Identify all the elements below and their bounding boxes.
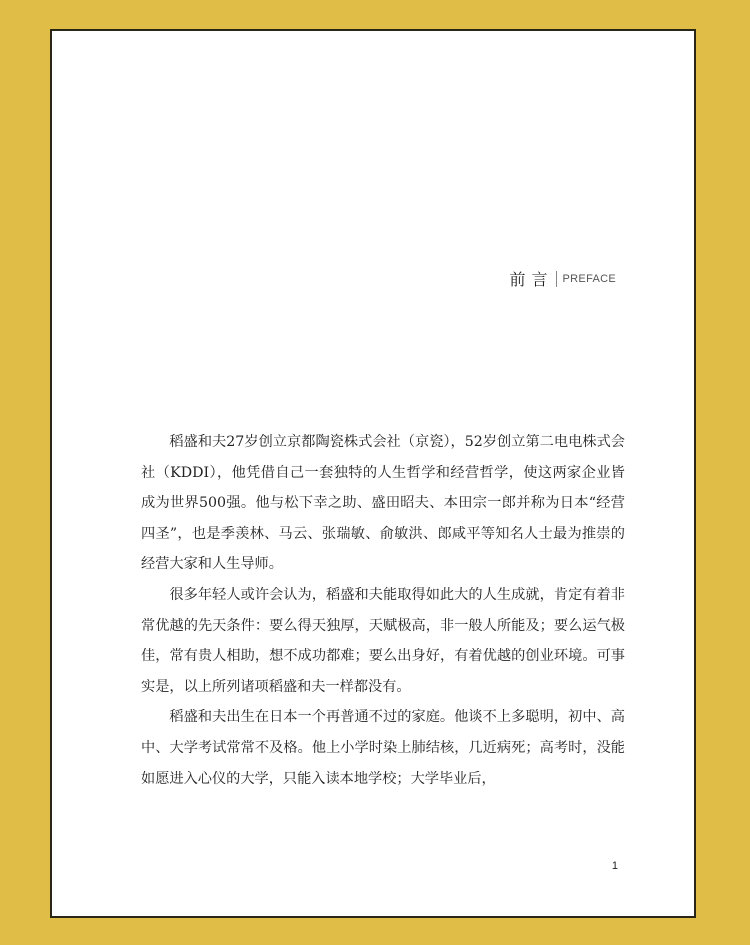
paragraph-3: 稻盛和夫出生在日本一个再普通不过的家庭。他谈不上多聪明，初中、高中、大学考试常常不及格。他上小学时染上肺结核，几近病死；高考时，没能如愿进入心仪的大学，只能入读本地学校；大学毕业后， <box>141 709 625 787</box>
heading-title-en: PREFACE <box>562 272 616 285</box>
preface-heading <box>510 267 616 290</box>
paragraph-1: 稻盛和夫27岁创立京都陶瓷株式会社（京瓷），52岁创立第二电电株式会社（KDDI），他凭借自己一套独特的人生哲学和经营哲学，使这两家企业皆成为世界500强。他与松下幸之助、盛田昭夫、本田宗一郎并称为日本“经营四圣”，也是季羡林、马云、张瑞敏、俞敏洪、郎咸平等知名人士最为推崇的经营大家和人生导师。 <box>141 434 625 573</box>
book-page <box>50 29 696 918</box>
body-text <box>141 427 625 794</box>
heading-divider <box>556 271 557 287</box>
page-number: 1 <box>611 860 618 872</box>
paragraph-2: 很多年轻人或许会认为，稻盛和夫能取得如此大的人生成就，肯定有着非常优越的先天条件：要么得天独厚，天赋极高，非一般人所能及；要么运气极佳，常有贵人相助，想不成功都难；要么出身好，有着优越的创业环境。可事实是，以上所列诸项稻盛和夫一样都没有。 <box>141 586 625 695</box>
heading-title-cn: 前言 <box>509 270 554 289</box>
